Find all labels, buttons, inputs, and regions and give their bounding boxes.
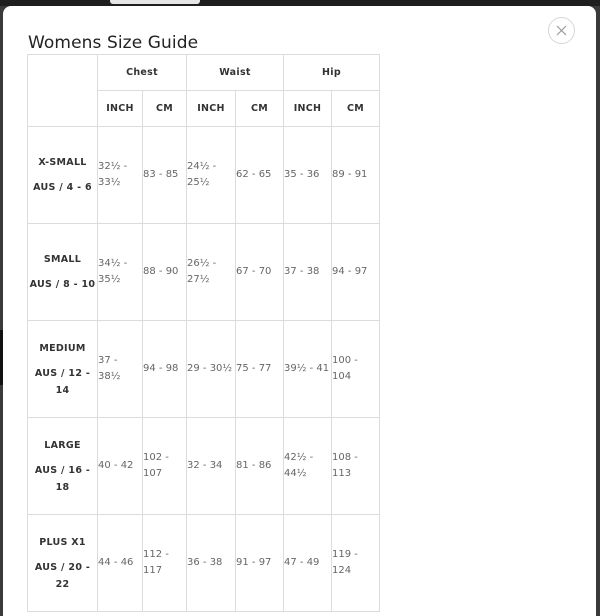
page-backdrop-tab (110, 0, 200, 4)
hip-inch-cell: 47 - 49 (284, 515, 332, 612)
unit-header: CM (332, 91, 380, 127)
size-name: SMALL (43, 254, 82, 265)
size-label-cell (28, 515, 98, 612)
hip-inch-cell: 39½ - 41 (284, 321, 332, 418)
close-icon (556, 25, 567, 36)
size-label-cell (28, 127, 98, 224)
unit-header: INCH (284, 91, 332, 127)
waist-inch-cell: 26½ - 27½ (187, 224, 236, 321)
waist-inch-cell: 36 - 38 (187, 515, 236, 612)
waist-cm-cell: 91 - 97 (236, 515, 284, 612)
chest-cm-cell: 102 - 107 (143, 418, 187, 515)
size-label-cell (28, 224, 98, 321)
size-guide-modal (3, 6, 596, 616)
table-row (28, 418, 380, 515)
hip-cm-cell: 94 - 97 (332, 224, 380, 321)
aus-size: AUS / 20 - 22 (34, 561, 91, 590)
chest-cm-cell: 112 - 117 (143, 515, 187, 612)
chest-inch-cell: 37 - 38½ (98, 321, 143, 418)
aus-size: AUS / 8 - 10 (29, 279, 96, 290)
chest-inch-cell: 40 - 42 (98, 418, 143, 515)
unit-header: INCH (98, 91, 143, 127)
page-title: Womens Size Guide (28, 33, 199, 53)
unit-header: CM (236, 91, 284, 127)
waist-cm-cell: 67 - 70 (236, 224, 284, 321)
group-header-hip: Hip (284, 55, 380, 91)
size-name: PLUS X1 (39, 536, 86, 548)
chest-cm-cell: 88 - 90 (143, 224, 187, 321)
table-row (28, 127, 380, 224)
size-header-cell (28, 55, 98, 127)
hip-inch-cell: 42½ - 44½ (284, 418, 332, 515)
size-name: MEDIUM (39, 342, 86, 354)
hip-cm-cell: 89 - 91 (332, 127, 380, 224)
hip-cm-cell: 100 - 104 (332, 321, 380, 418)
group-header-row (28, 55, 380, 91)
chest-cm-cell: 94 - 98 (143, 321, 187, 418)
group-header-chest: Chest (98, 55, 187, 91)
aus-size: AUS / 16 - 18 (34, 464, 91, 493)
close-button[interactable] (548, 17, 575, 44)
size-label-cell (28, 418, 98, 515)
chest-inch-cell: 34½ - 35½ (98, 224, 143, 321)
table-row (28, 224, 380, 321)
waist-cm-cell: 81 - 86 (236, 418, 284, 515)
unit-header: CM (143, 91, 187, 127)
waist-inch-cell: 32 - 34 (187, 418, 236, 515)
waist-cm-cell: 75 - 77 (236, 321, 284, 418)
size-name: LARGE (44, 439, 81, 451)
hip-inch-cell: 35 - 36 (284, 127, 332, 224)
size-name: X-SMALL (38, 157, 87, 168)
hip-inch-cell: 37 - 38 (284, 224, 332, 321)
size-label-cell (28, 321, 98, 418)
waist-inch-cell: 24½ - 25½ (187, 127, 236, 224)
chest-inch-cell: 44 - 46 (98, 515, 143, 612)
hip-cm-cell: 108 - 113 (332, 418, 380, 515)
aus-size: AUS / 4 - 6 (33, 182, 92, 193)
group-header-waist: Waist (187, 55, 284, 91)
unit-header: INCH (187, 91, 236, 127)
aus-size: AUS / 12 - 14 (34, 367, 91, 396)
size-guide-table (27, 54, 380, 612)
table-row (28, 321, 380, 418)
waist-inch-cell: 29 - 30½ (187, 321, 236, 418)
waist-cm-cell: 62 - 65 (236, 127, 284, 224)
chest-inch-cell: 32½ - 33½ (98, 127, 143, 224)
table-row (28, 515, 380, 612)
hip-cm-cell: 119 - 124 (332, 515, 380, 612)
chest-cm-cell: 83 - 85 (143, 127, 187, 224)
